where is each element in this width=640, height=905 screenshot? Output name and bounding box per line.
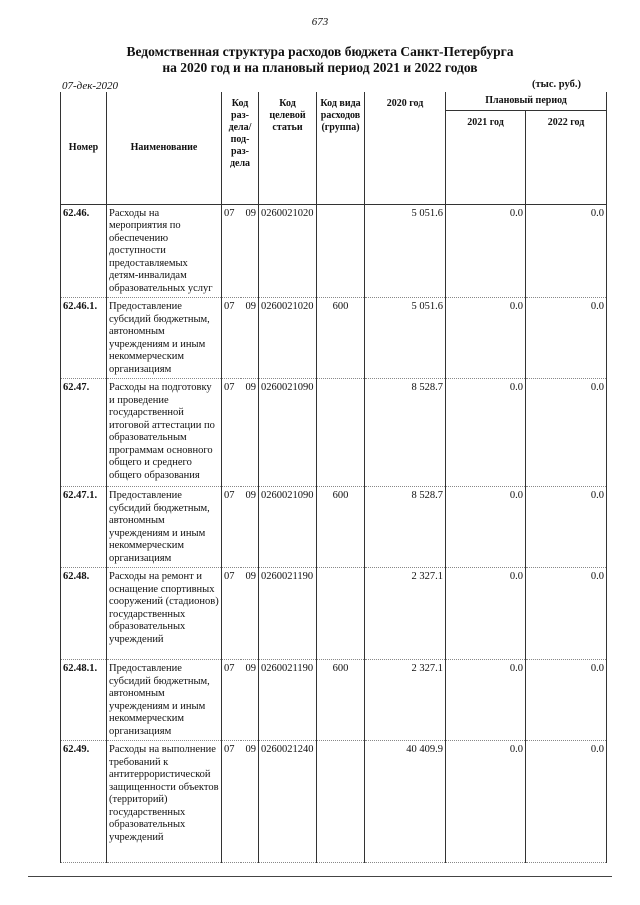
header-target-code: Код целевой статьи: [259, 92, 317, 204]
row-name: Расходы на мероприятия по обеспечению доступности предоставляемых детям-инвалидам образовательных услуг: [107, 204, 222, 298]
row-subsection: 09: [241, 379, 259, 487]
header-2022: 2022 год: [526, 110, 607, 204]
row-section: 07: [222, 741, 241, 863]
row-name: Расходы на подготовку и проведение государственной итоговой аттестации по образовательным программам основного общего и среднего общего образования: [107, 379, 222, 487]
page-number: 673: [311, 16, 329, 28]
row-target-code: 0260021020: [259, 204, 317, 298]
row-expense-type: 600: [317, 298, 365, 379]
table-row: [61, 660, 607, 741]
document-date: 07-дек-2020: [62, 80, 119, 92]
row-amount-2021: 0.0: [446, 204, 526, 298]
row-amount-2021: 0.0: [446, 741, 526, 863]
row-amount-2020: 8 528.7: [365, 379, 446, 487]
budget-table: [60, 92, 607, 863]
title-line-1: Ведомственная структура расходов бюджета Санкт-Петербурга: [126, 44, 514, 59]
header-name: Наименование: [107, 92, 222, 204]
header-number: Номер: [61, 92, 107, 204]
header-expense-type: Код вида расходов (группа): [317, 92, 365, 204]
table-row: [61, 568, 607, 660]
row-subsection: 09: [241, 568, 259, 660]
row-target-code: 0260021090: [259, 379, 317, 487]
table-row: [61, 379, 607, 487]
table-row: [61, 741, 607, 863]
row-subsection: 09: [241, 487, 259, 568]
row-number: 62.46.1.: [61, 298, 107, 379]
row-number: 62.46.: [61, 204, 107, 298]
row-amount-2022: 0.0: [526, 741, 607, 863]
row-expense-type: [317, 741, 365, 863]
row-section: 07: [222, 298, 241, 379]
title-line-2: на 2020 год и на плановый период 2021 и 2022 годов: [162, 60, 478, 75]
row-subsection: 09: [241, 741, 259, 863]
row-amount-2020: 2 327.1: [365, 660, 446, 741]
row-amount-2021: 0.0: [446, 487, 526, 568]
row-target-code: 0260021240: [259, 741, 317, 863]
row-section: 07: [222, 660, 241, 741]
row-target-code: 0260021090: [259, 487, 317, 568]
row-number: 62.47.: [61, 379, 107, 487]
row-target-code: 0260021190: [259, 568, 317, 660]
row-subsection: 09: [241, 204, 259, 298]
row-amount-2022: 0.0: [526, 298, 607, 379]
row-name: Предоставление субсидий бюджетным, автономным учреждениям и иным некоммерческим организациям: [107, 487, 222, 568]
row-amount-2020: 2 327.1: [365, 568, 446, 660]
row-amount-2021: 0.0: [446, 568, 526, 660]
footer-rule: [28, 876, 612, 877]
row-name: Расходы на ремонт и оснащение спортивных сооружений (стадионов) государственных образовательных учреждений: [107, 568, 222, 660]
row-amount-2020: 5 051.6: [365, 298, 446, 379]
table-header: [61, 92, 607, 204]
row-section: 07: [222, 568, 241, 660]
row-name: Предоставление субсидий бюджетным, автономным учреждениям и иным некоммерческим организациям: [107, 298, 222, 379]
table-row: [61, 204, 607, 298]
row-amount-2020: 8 528.7: [365, 487, 446, 568]
row-expense-type: 600: [317, 660, 365, 741]
row-section: 07: [222, 379, 241, 487]
row-expense-type: [317, 204, 365, 298]
header-section-code: Код раз-дела/ под-раз-дела: [222, 92, 259, 204]
row-subsection: 09: [241, 298, 259, 379]
table-row: [61, 298, 607, 379]
row-amount-2022: 0.0: [526, 568, 607, 660]
header-planned-period: Плановый период: [446, 92, 607, 110]
row-name: Предоставление субсидий бюджетным, автономным учреждениям и иным некоммерческим организациям: [107, 660, 222, 741]
row-number: 62.48.: [61, 568, 107, 660]
row-number: 62.48.1.: [61, 660, 107, 741]
row-amount-2020: 5 051.6: [365, 204, 446, 298]
table-row: [61, 487, 607, 568]
row-target-code: 0260021190: [259, 660, 317, 741]
table-body: [61, 204, 607, 863]
header-2021: 2021 год: [446, 110, 526, 204]
row-subsection: 09: [241, 660, 259, 741]
row-expense-type: [317, 568, 365, 660]
row-amount-2022: 0.0: [526, 487, 607, 568]
row-target-code: 0260021020: [259, 298, 317, 379]
row-amount-2022: 0.0: [526, 204, 607, 298]
row-section: 07: [222, 204, 241, 298]
row-expense-type: [317, 379, 365, 487]
row-amount-2020: 40 409.9: [365, 741, 446, 863]
row-section: 07: [222, 487, 241, 568]
header-2020: 2020 год: [365, 92, 446, 204]
row-number: 62.47.1.: [61, 487, 107, 568]
row-amount-2021: 0.0: [446, 379, 526, 487]
document-title: [40, 44, 600, 76]
row-amount-2022: 0.0: [526, 379, 607, 487]
units-label: (тыс. руб.): [532, 79, 581, 90]
row-number: 62.49.: [61, 741, 107, 863]
row-amount-2021: 0.0: [446, 660, 526, 741]
row-amount-2022: 0.0: [526, 660, 607, 741]
row-expense-type: 600: [317, 487, 365, 568]
row-name: Расходы на выполнение требований к антитеррористической защищенности объектов (территорий) государственных образовательных учреждений: [107, 741, 222, 863]
row-amount-2021: 0.0: [446, 298, 526, 379]
